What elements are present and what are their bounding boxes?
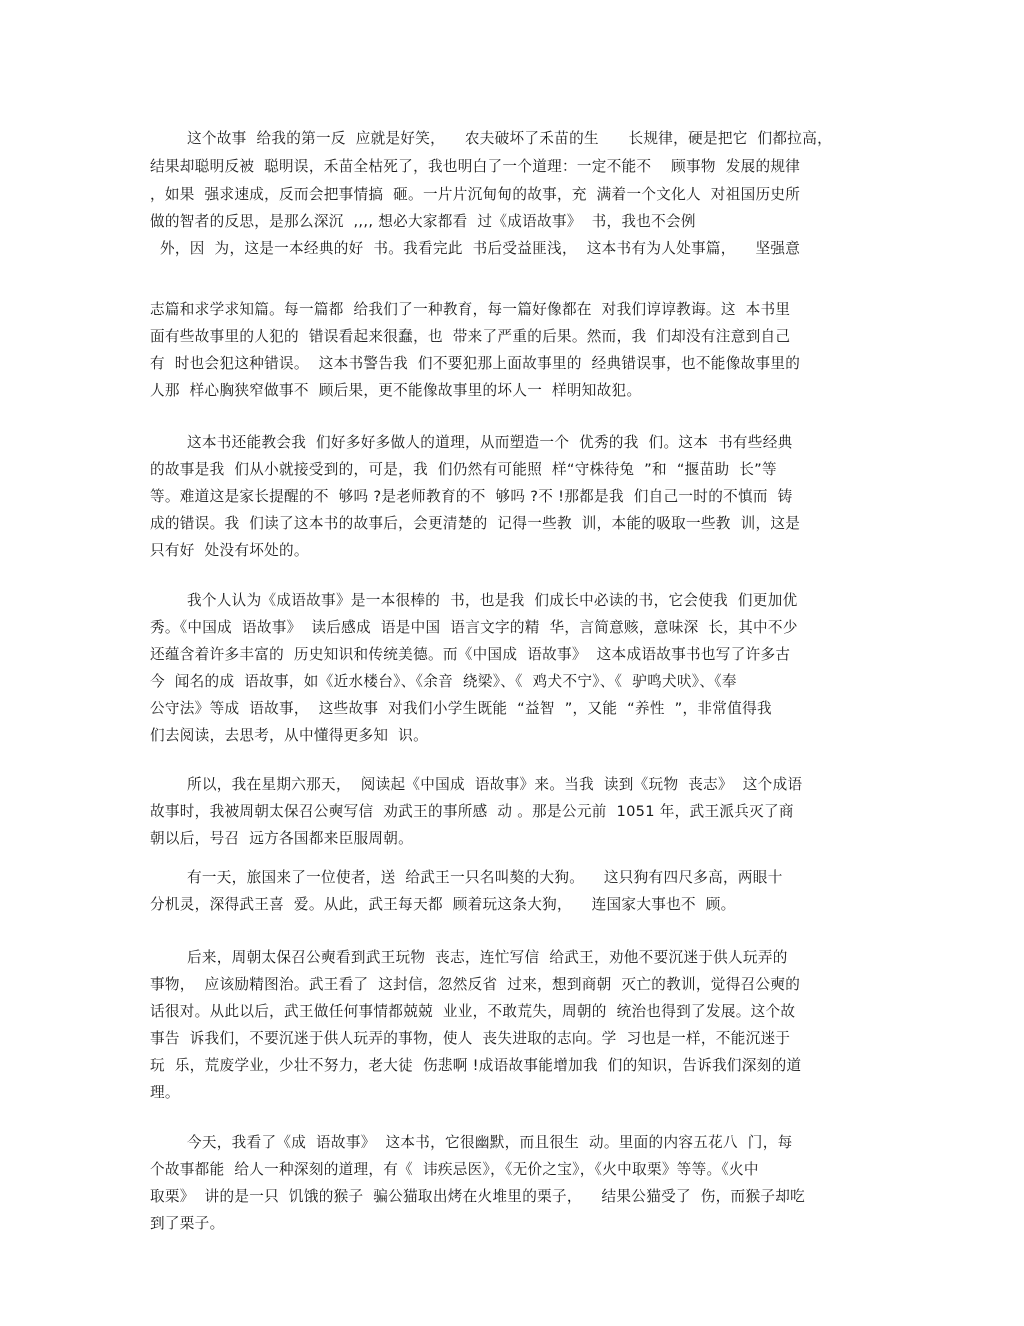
paragraph-line: 公守法》等成 语故事， 这些故事 对我们小学生既能 “益智 ”，又能 “养性 ”，非常值得我 [150,700,772,717]
paragraph-line: 只有好 处没有坏处的。 [150,542,309,559]
paragraph-line: 取栗》 讲的是一只 饥饿的猴子 骗公猫取出烤在火堆里的栗子， 结果公猫受了 伤，而猴子却吃 [150,1188,806,1205]
paragraph-line: 成的错误。我 们读了这本书的故事后，会更清楚的 记得一些教 训，本能的吸取一些教 训，这是 [150,515,801,532]
paragraph-line: 朝以后，号召 远方各国都来臣服周朝。 [150,830,414,847]
paragraph-line: 理。 [150,1084,180,1101]
paragraph-line: 所以，我在星期六那天， 阅读起《中国成 语故事》来。当我 读到《玩物 丧志》 这个成语 [187,776,803,793]
paragraph-line: 结果却聪明反被 聪明误，禾苗全枯死了，我也明白了一个道理：一定不能不 顾事物 发展的规律 [150,158,801,175]
paragraph-line: 事物， 应该励精图治。武王看了 这封信，忽然反省 过来，想到商朝 灭亡的教训，觉得召公奭的 [150,976,801,993]
paragraph-line: 个故事都能 给人一种深刻的道理，有《 讳疾忌医》，《无价之宝》，《火中取栗》等等。《火中 [150,1161,759,1178]
paragraph-line: 分机灵，深得武王喜 爱。从此，武王每天都 顾着玩这条大狗， 连国家大事也不 顾。 [150,896,736,913]
paragraph-line: 到了栗子。 [150,1215,225,1232]
paragraph-line: 面有些故事里的人犯的 错误看起来很蠢，也 带来了严重的后果。然而，我 们却没有注意到自己 [150,328,791,345]
paragraph-line: 这本书还能教会我 们好多好多做人的道理，从而塑造一个 优秀的我 们。这本 书有些经典 [187,434,793,451]
paragraph-line: 事告 诉我们，不要沉迷于供人玩弄的事物，使人 丧失进取的志向。学 习也是一样，不能沉迷于 [150,1030,791,1047]
paragraph-line: 的故事是我 们从小就接受到的，可是，我 们仍然有可能照 样“守株待兔 ”和 “揠苗助 长”等 [150,461,777,478]
paragraph-line: 话很对。从此以后，武王做任何事情都兢兢 业业，不敢荒失，周朝的 统治也得到了发展。这个故 [150,1003,796,1020]
paragraph-line: 外，因 为，这是一本经典的好 书。我看完此 书后受益匪浅， 这本书有为人处事篇， 坚强意 [160,240,801,257]
paragraph-line: 玩 乐，荒废学业，少壮不努力，老大徒 伤悲啊 !成语故事能增加我 们的知识，告诉我们深刻的道 [150,1057,802,1074]
paragraph-line: 后来，周朝太保召公奭看到武王玩物 丧志，连忙写信 给武王，劝他不要沉迷于供人玩弄的 [187,949,788,966]
paragraph-line: 人那 样心胸狭窄做事不 顾后果，更不能像故事里的坏人一 样明知故犯。 [150,382,642,399]
paragraph-line: 我个人认为《成语故事》是一本很棒的 书，也是我 们成长中必读的书，它会使我 们更加优 [187,592,798,609]
paragraph-line: 等。难道这是家长提醒的不 够吗 ?是老师教育的不 够吗 ?不 !那都是我 们自己一时的不慎而 铸 [150,488,793,505]
paragraph-line: 有 时也会犯这种错误。 这本书警告我 们不要犯那上面故事里的 经典错误事，也不能像故事里的 [150,355,801,372]
paragraph-line: 还蕴含着许多丰富的 历史知识和传统美德。而《中国成 语故事》 这本成语故事书也写了许多古 [150,646,791,663]
paragraph-line: 志篇和求学求知篇。每一篇都 给我们了一种教育，每一篇好像都在 对我们谆谆教诲。这 本书里 [150,301,791,318]
paragraph-line: 做的智者的反思，是那么深沉 ,,,, 想必大家都看 过《成语故事》 书，我也不会例 [150,213,696,230]
paragraph-line: 秀。《中国成 语故事》 读后感成 语是中国 语言文字的精 华，言简意赅，意味深 长，其中不少 [150,619,798,636]
paragraph-line: 故事时，我被周朝太保召公奭写信 劝武王的事所感 动 。那是公元前 1051 年，武王派兵灭了商 [150,803,794,820]
paragraph-line: 今 闻名的成 语故事，如《近水楼台》、《余音 绕梁》、《 鸡犬不宁》、《 驴鸣犬吠》、《奉 [150,673,737,690]
paragraph-line: ，如果 强求速成，反而会把事情搞 砸。一片片沉甸甸的故事，充 满着一个文化人 对祖国历史所 [150,186,801,203]
paragraph-line: 这个故事 给我的第一反 应就是好笑， 农夫破坏了禾苗的生 长规律，硬是把它 们都拉高， [187,130,832,147]
paragraph-line: 今天，我看了《成 语故事》 这本书，它很幽默，而且很生 动。里面的内容五花八 门，每 [187,1134,793,1151]
paragraph-line: 们去阅读，去思考，从中懂得更多知 识。 [150,727,428,744]
paragraph-line: 有一天，旅国来了一位使者，送 给武王一只名叫獒的大狗。 这只狗有四尺多高，两眼十 [187,869,783,886]
